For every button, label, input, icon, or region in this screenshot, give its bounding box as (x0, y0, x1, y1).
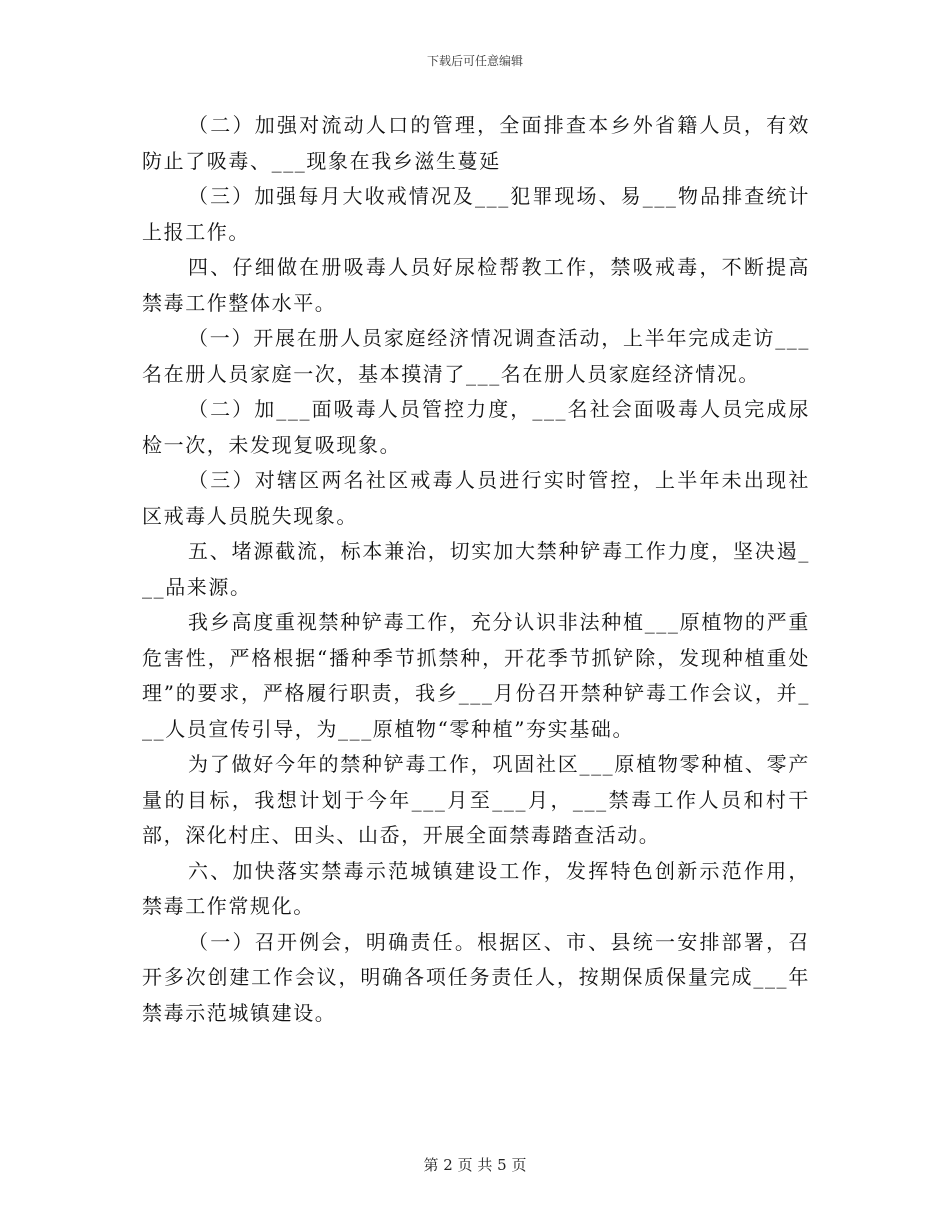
document-body (142, 108, 810, 1031)
paragraph: （三）加强每月大收戒情况及___犯罪现场、易___物品排查统计上报工作。 (142, 184, 810, 244)
paragraph: 为了做好今年的禁种铲毒工作，巩固社区___原植物零种植、零产量的目标，我想计划于今年___月至___月，___禁毒工作人员和村干部，深化村庄、田头、山岙，开展全面禁毒踏查活动。 (142, 752, 810, 847)
paragraph: 四、仔细做在册吸毒人员好尿检帮教工作，禁吸戒毒，不断提高禁毒工作整体水平。 (142, 255, 810, 315)
paragraph: （一）开展在册人员家庭经济情况调查活动，上半年完成走访___名在册人员家庭一次，基本摸清了___名在册人员家庭经济情况。 (142, 326, 810, 386)
paragraph: （二）加强对流动人口的管理，全面排查本乡外省籍人员，有效防止了吸毒、___现象在我乡滋生蔓延 (142, 113, 810, 173)
paragraph: 五、堵源截流，标本兼治，切实加大禁种铲毒工作力度，坚决遏___品来源。 (142, 539, 810, 599)
page-number: 第 2 页 共 5 页 (423, 1156, 527, 1174)
paragraph: 我乡高度重视禁种铲毒工作，充分认识非法种植___原植物的严重危害性，严格根据“播种季节抓禁种，开花季节抓铲除，发现种植重处理”的要求，严格履行职责，我乡___月份召开禁种铲毒工作会议，并___人员宣传引导，为___原植物“零种植”夯实基础。 (142, 610, 810, 741)
paragraph: （一）召开例会，明确责任。根据区、市、县统一安排部署，召开多次创建工作会议，明确各项任务责任人，按期保质保量完成___年禁毒示范城镇建设。 (142, 929, 810, 1025)
paragraph: （三）对辖区两名社区戒毒人员进行实时管控，上半年未出现社区戒毒人员脱失现象。 (142, 468, 810, 528)
paragraph: 六、加快落实禁毒示范城镇建设工作，发挥特色创新示范作用，禁毒工作常规化。 (142, 858, 810, 918)
page-header: 下载后可任意编辑 (426, 54, 523, 68)
paragraph: （二）加___面吸毒人员管控力度，___名社会面吸毒人员完成尿检一次，未发现复吸现象。 (142, 397, 810, 457)
